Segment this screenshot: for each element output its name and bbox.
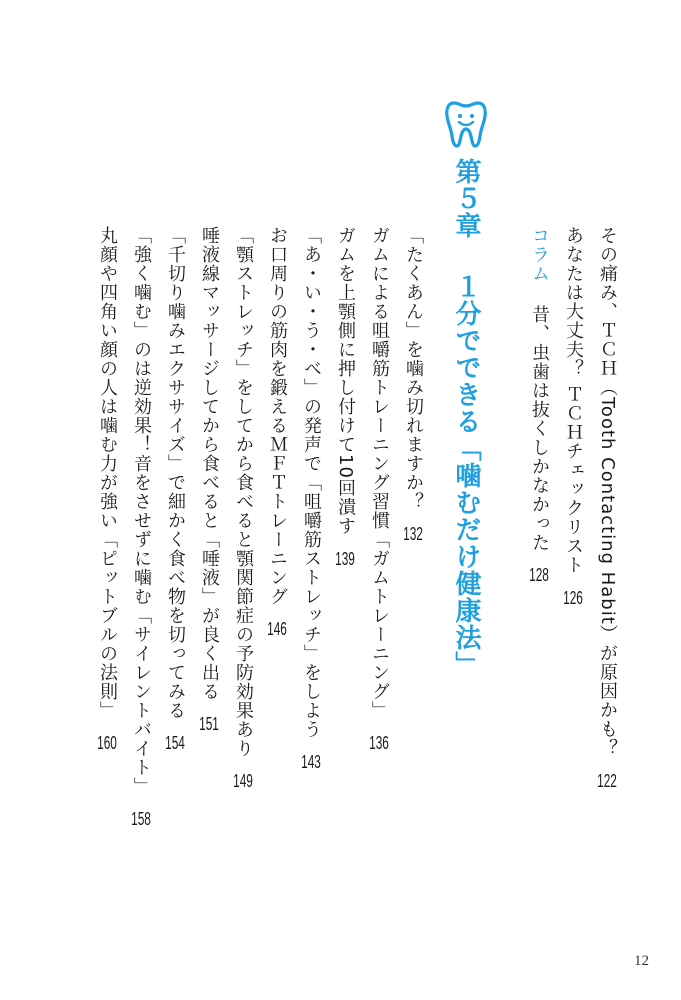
entry-title: 「あ・い・う・べ」の発声で「咀嚼筋ストレッチ」をしよう bbox=[301, 226, 322, 739]
entry-page-number: 151 bbox=[199, 715, 219, 733]
page-number: 12 bbox=[634, 953, 649, 969]
toc-entry[interactable] bbox=[398, 226, 428, 543]
toc-entry[interactable] bbox=[92, 226, 122, 752]
entry-title: お口周りの筋肉を鍛えるＭＦＴトレーニング bbox=[267, 226, 288, 606]
entry-title: ガムによる咀嚼筋トレーニング習慣「ガムトレーニング」 bbox=[369, 226, 390, 720]
entry-title: 「強く噛む」のは逆効果！音をさせずに噛む「サイレントバイト」 bbox=[131, 226, 152, 796]
entry-page-number: 128 bbox=[529, 566, 549, 584]
toc-entry[interactable] bbox=[364, 226, 394, 752]
entry-title: 「たくあん」を噛み切れますか？ bbox=[403, 226, 424, 511]
entry-title: 丸顔や四角い顔の人は噛む力が強い「ピットブルの法則」 bbox=[97, 226, 118, 720]
entry-page-number: 139 bbox=[335, 549, 355, 568]
entry-title: その痛み、ＴＣＨ（Tooth Contacting Habit）が原因かも？ bbox=[597, 226, 618, 758]
entry-page-number: 146 bbox=[267, 620, 287, 638]
entry-page-number: 154 bbox=[165, 734, 185, 752]
toc-entry[interactable] bbox=[592, 226, 622, 790]
entry-title: 「千切り噛みエクササイズ」で細かく食べ物を切ってみる bbox=[165, 226, 186, 720]
entry-title: 「顎ストレッチ」をしてから食べると顎関節症の予防効果あり bbox=[233, 226, 254, 758]
toc-entry[interactable] bbox=[296, 226, 326, 771]
entry-title: 唾液線マッサージしてから食べると「唾液」が良く出る bbox=[199, 226, 220, 701]
entry-page-number: 136 bbox=[369, 734, 389, 752]
chapter-name: １分でできる「噛むだけ健康法」 bbox=[451, 273, 481, 678]
chapter-title bbox=[438, 158, 494, 678]
entry-page-number: 158 bbox=[131, 810, 151, 828]
entry-title: あなたは大丈夫？ ＴＣＨチェックリスト bbox=[563, 226, 584, 575]
toc-entry[interactable] bbox=[558, 226, 588, 607]
entry-title: ガムを上顎側に押し付けて10回潰す bbox=[335, 226, 356, 536]
tooth-icon bbox=[444, 100, 488, 152]
toc-entry[interactable] bbox=[262, 226, 292, 638]
entry-page-number: 160 bbox=[97, 734, 117, 752]
chapter-number: 第５章 bbox=[451, 158, 481, 239]
toc-entry[interactable] bbox=[126, 226, 156, 828]
toc-entry[interactable] bbox=[194, 226, 224, 733]
toc-entry[interactable] bbox=[160, 226, 190, 752]
entry-page-number: 132 bbox=[403, 525, 423, 543]
entry-page-number: 122 bbox=[597, 771, 617, 790]
entry-title: 昔、虫歯は抜くしかなかった bbox=[529, 305, 550, 552]
toc-entry[interactable] bbox=[228, 226, 258, 790]
entry-page-number: 126 bbox=[563, 588, 583, 607]
toc-entry-column[interactable] bbox=[524, 226, 554, 584]
entry-page-number: 143 bbox=[301, 753, 321, 771]
column-label: コラム bbox=[529, 226, 550, 283]
toc-entry[interactable] bbox=[330, 226, 360, 568]
entry-page-number: 149 bbox=[233, 772, 253, 790]
